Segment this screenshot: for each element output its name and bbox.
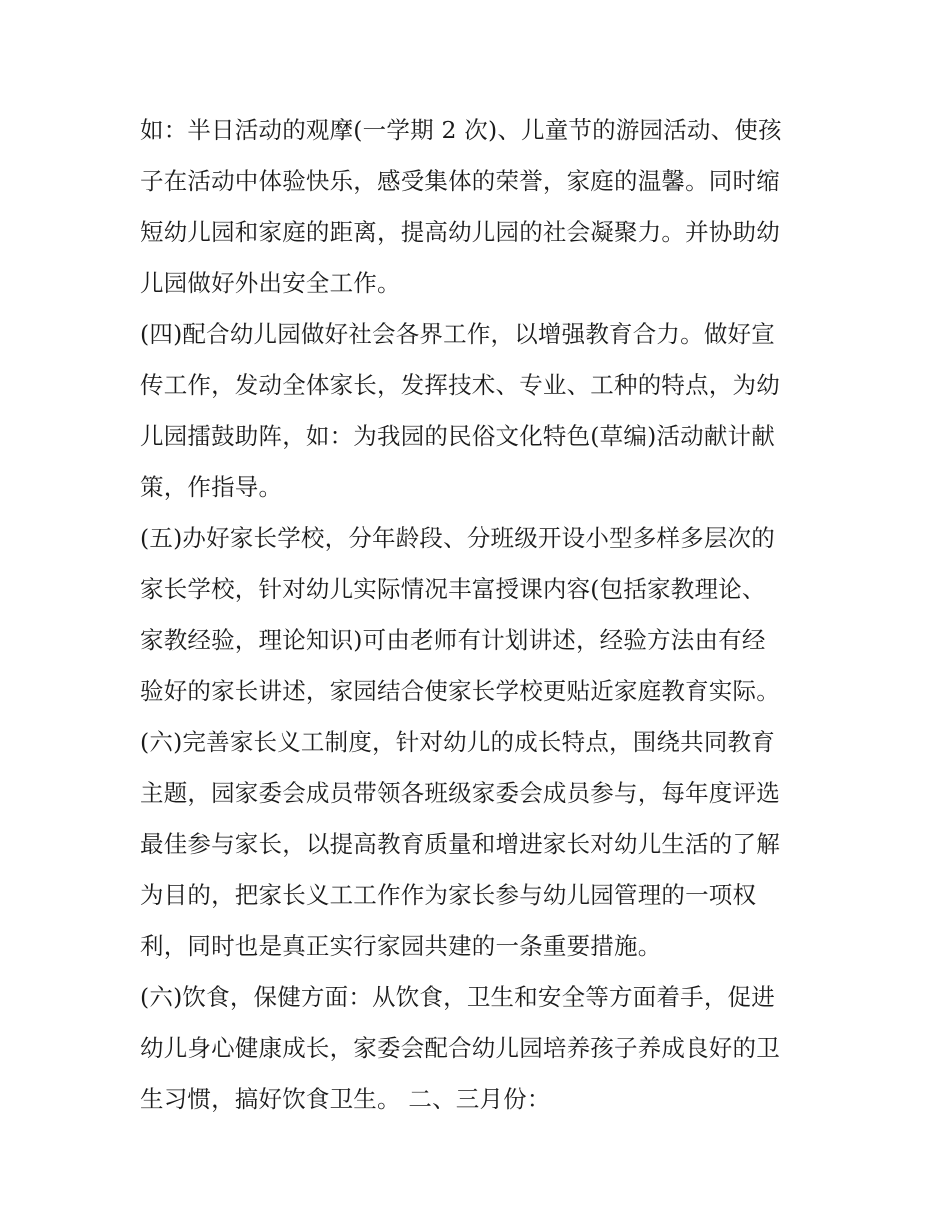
text-line: 为目的，把家长义工工作作为家长参与幼儿园管理的一项权 xyxy=(140,881,757,909)
text-line: 家长学校，针对幼儿实际情况丰富授课内容(包括家教理论、 xyxy=(140,575,766,603)
document-body xyxy=(140,105,820,1125)
text-line: 传工作，发动全体家长，发挥技术、专业、工种的特点，为幼 xyxy=(140,371,780,399)
text-line: 生习惯，搞好饮食卫生。 二、三月份： xyxy=(140,1085,551,1113)
text-line: 家教经验，理论知识)可由老师有计划讲述，经验方法由有经 xyxy=(140,626,766,654)
text-line: 验好的家长讲述，家园结合使家长学校更贴近家庭教育实际。 xyxy=(140,677,780,705)
text-line: (六)饮食，保健方面：从饮食，卫生和安全等方面着手，促进 xyxy=(140,983,775,1011)
text-line: 幼儿身心健康成长，家委会配合幼儿园培养孩子养成良好的卫 xyxy=(140,1034,780,1062)
text-line: (四)配合幼儿园做好社会各界工作，以增强教育合力。做好宣 xyxy=(140,320,775,348)
text-line: 短幼儿园和家庭的距离，提高幼儿园的社会凝聚力。并协助幼 xyxy=(140,218,780,246)
text-line: 儿园做好外出安全工作。 xyxy=(140,269,401,297)
text-line: 最佳参与家长，以提高教育质量和增进家长对幼儿生活的了解 xyxy=(140,830,780,858)
text-line: (五)办好家长学校，分年龄段、分班级开设小型多样多层次的 xyxy=(140,524,775,552)
text-line: 儿园擂鼓助阵，如：为我园的民俗文化特色(草编)活动献计献 xyxy=(140,422,775,450)
text-line: 利，同时也是真正实行家园共建的一条重要措施。 xyxy=(140,932,662,960)
text-line: 主题，园家委会成员带领各班级家委会成员参与，每年度评选 xyxy=(140,779,780,807)
text-line: 策，作指导。 xyxy=(140,473,283,501)
text-line: 子在活动中体验快乐，感受集体的荣誉，家庭的温馨。同时缩 xyxy=(140,167,780,195)
text-line: 如：半日活动的观摩(一学期 2 次)、儿童节的游园活动、使孩 xyxy=(140,116,782,144)
text-line: (六)完善家长义工制度，针对幼儿的成长特点，围绕共同教育 xyxy=(140,728,775,756)
